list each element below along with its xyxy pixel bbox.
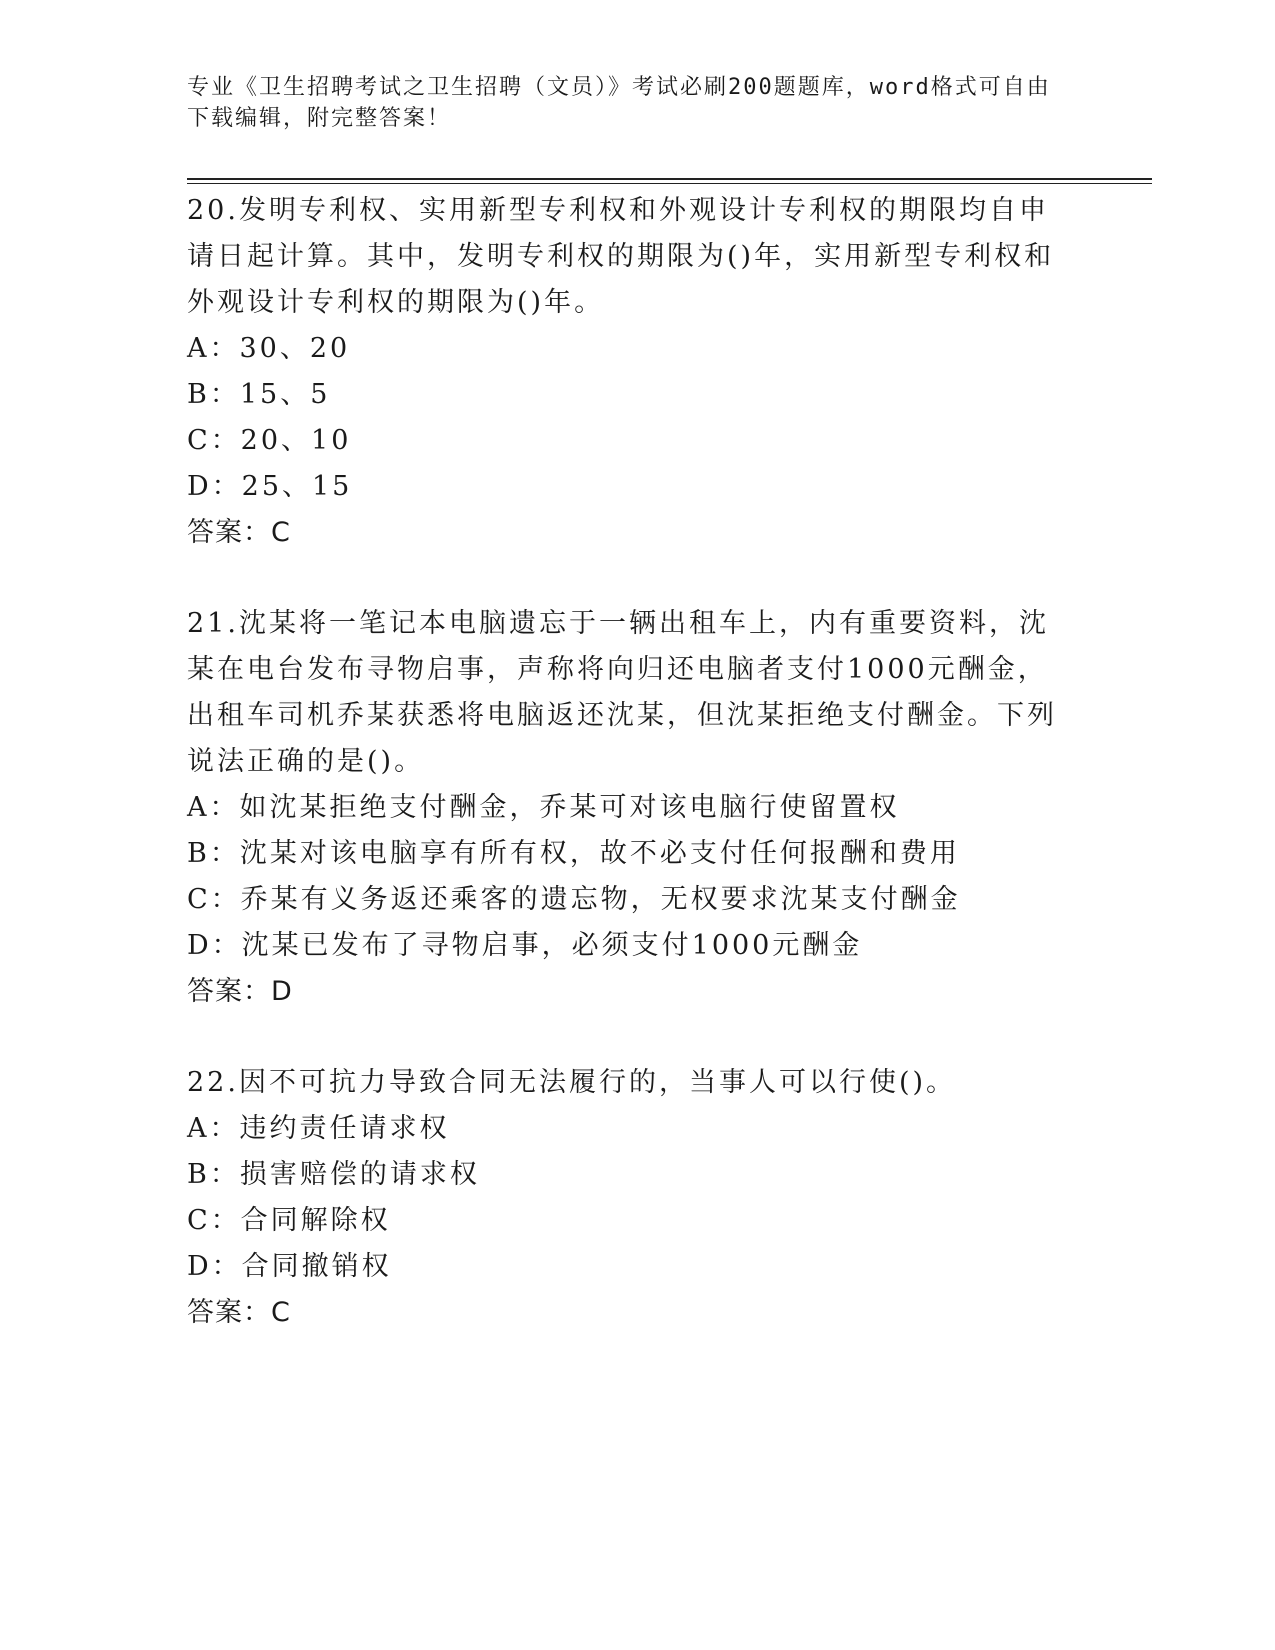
question-21 [187, 601, 1077, 1015]
option-b: B：损害赔偿的请求权 [187, 1159, 480, 1190]
option-d: D：合同撤销权 [187, 1251, 392, 1282]
option-d: D：25、15 [187, 471, 353, 502]
header-divider-thin [187, 183, 1152, 184]
option-b: B：15、5 [187, 379, 331, 410]
answer: 答案：C [187, 517, 291, 548]
option-b: B：沈某对该电脑享有所有权，故不必支付任何报酬和费用 [187, 838, 960, 869]
question-stem: 20.发明专利权、实用新型专利权和外观设计专利权的期限均自申请日起计算。其中，发明专利权的期限为()年，实用新型专利权和外观设计专利权的期限为()年。 [187, 195, 1055, 318]
header-divider [187, 178, 1152, 180]
option-c: C：20、10 [187, 425, 352, 456]
question-20 [187, 188, 1077, 556]
option-a: A：如沈某拒绝支付酬金，乔某可对该电脑行使留置权 [187, 792, 900, 823]
option-d: D：沈某已发布了寻物启事，必须支付1000元酬金 [187, 930, 863, 961]
question-stem: 22.因不可抗力导致合同无法履行的，当事人可以行使()。 [187, 1067, 957, 1098]
question-22 [187, 1060, 1077, 1336]
answer: 答案：D [187, 976, 293, 1007]
option-a: A：30、20 [187, 333, 351, 364]
answer: 答案：C [187, 1297, 291, 1328]
option-a: A：违约责任请求权 [187, 1113, 450, 1144]
option-c: C：合同解除权 [187, 1205, 391, 1236]
question-stem: 21.沈某将一笔记本电脑遗忘于一辆出租车上，内有重要资料，沈某在电台发布寻物启事，声称将向归还电脑者支付1000元酬金，出租车司机乔某获悉将电脑返还沈某，但沈某拒绝支付酬金。下列说法正确的是()。 [187, 608, 1057, 777]
document-header: 专业《卫生招聘考试之卫生招聘（文员）》考试必刷200题题库，word格式可自由下载编辑，附完整答案！ [187, 75, 1051, 131]
option-c: C：乔某有义务返还乘客的遗忘物，无权要求沈某支付酬金 [187, 884, 961, 915]
